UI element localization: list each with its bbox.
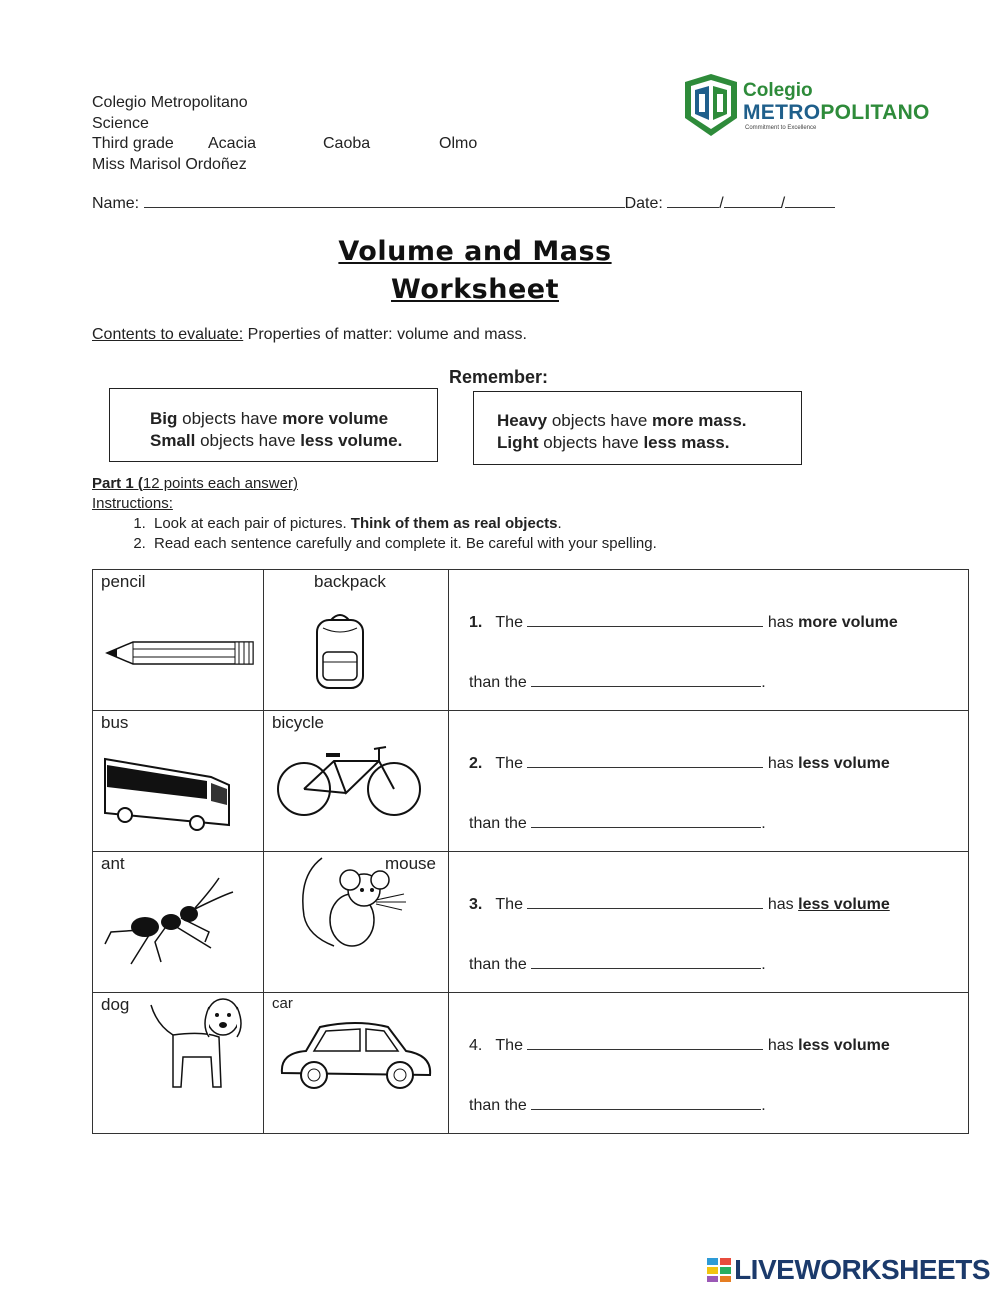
backpack-icon <box>309 610 371 692</box>
ant-icon <box>101 872 241 972</box>
section-olmo: Olmo <box>439 135 478 152</box>
mouse-icon <box>294 856 414 956</box>
mass-rule-box: Heavy objects have more mass. Light objects have less mass. <box>473 391 802 465</box>
logo-emblem-icon <box>683 74 739 138</box>
date-day-field[interactable] <box>667 193 719 208</box>
question-1-than: than the . <box>469 674 766 691</box>
bus-label: bus <box>101 713 129 732</box>
car-label: car <box>272 995 293 1012</box>
grade: Third grade <box>92 135 174 152</box>
date-label: Date: <box>624 195 663 212</box>
name-label: Name: <box>92 195 140 212</box>
dog-label: dog <box>101 995 130 1014</box>
mouse-label: mouse <box>384 854 436 873</box>
school-info <box>92 93 477 175</box>
subject: Science <box>92 114 149 132</box>
question-4-than: than the . <box>469 1097 766 1114</box>
bicycle-label: bicycle <box>272 713 324 732</box>
table-row <box>93 570 969 711</box>
pencil-label: pencil <box>101 572 146 591</box>
ant-label: ant <box>101 854 125 873</box>
section-caoba: Caoba <box>323 135 371 152</box>
dog-icon <box>143 995 253 1095</box>
question-3: 3. The has less volume <box>469 896 890 913</box>
date-year-field[interactable] <box>785 193 835 208</box>
name-date-row: Name: Date: / / <box>92 193 835 213</box>
question-2: 2. The has less volume <box>469 755 890 772</box>
grade-line <box>92 134 477 155</box>
car-icon <box>276 1017 436 1097</box>
page-title-line2: Worksheet <box>391 274 559 305</box>
exercise-table <box>92 569 969 1134</box>
bicycle-icon <box>274 741 424 821</box>
remember-heading: Remember: <box>449 367 549 387</box>
liveworksheets-brand: LIVEWORKSHEETS <box>707 1254 990 1286</box>
question-3-than: than the . <box>469 956 766 973</box>
part1-instructions: Part 1 (12 points each answer) Instructions: 1. Look at each pair of pictures. Think of them as real objects. 2. Read each sentence carefully and complete it. Be careful with your spelling. <box>92 474 657 554</box>
logo-line1: Colegio <box>743 80 813 101</box>
instruction-2: 2. Read each sentence carefully and complete it. Be careful with your spelling. <box>150 534 657 554</box>
logo-tagline: Commitment to Excellence <box>745 125 817 131</box>
answer-2a-field[interactable] <box>527 753 763 768</box>
table-row <box>93 993 969 1134</box>
question-4: 4. The has less volume <box>469 1037 890 1054</box>
table-row <box>93 711 969 852</box>
teacher: Miss Marisol Ordoñez <box>92 155 247 173</box>
answer-3a-field[interactable] <box>527 894 763 909</box>
volume-rule-box: Big objects have more volume Small objects have less volume. <box>109 388 438 462</box>
pencil-icon <box>105 638 255 668</box>
date-month-field[interactable] <box>724 193 781 208</box>
school-logo <box>683 74 928 138</box>
page-title-line1: Volume and Mass <box>338 236 612 267</box>
school-name: Colegio Metropolitano <box>92 94 248 111</box>
contents-to-evaluate: Contents to evaluate: Properties of matter: volume and mass. <box>92 326 527 343</box>
answer-1a-field[interactable] <box>527 612 763 627</box>
section-acacia: Acacia <box>208 135 257 152</box>
answer-3b-field[interactable] <box>531 954 761 969</box>
answer-4b-field[interactable] <box>531 1095 761 1110</box>
bus-icon <box>101 749 233 833</box>
instruction-1: 1. Look at each pair of pictures. Think of them as real objects. <box>150 514 657 534</box>
liveworksheets-logo-icon <box>707 1258 731 1282</box>
question-1: 1. The has more volume <box>469 614 898 631</box>
question-2-than: than the . <box>469 815 766 832</box>
table-row <box>93 852 969 993</box>
answer-4a-field[interactable] <box>527 1035 763 1050</box>
answer-1b-field[interactable] <box>531 672 761 687</box>
name-field[interactable] <box>144 193 625 208</box>
backpack-label: backpack <box>314 572 386 591</box>
answer-2b-field[interactable] <box>531 813 761 828</box>
logo-line2: METROPOLITANO <box>743 101 930 124</box>
